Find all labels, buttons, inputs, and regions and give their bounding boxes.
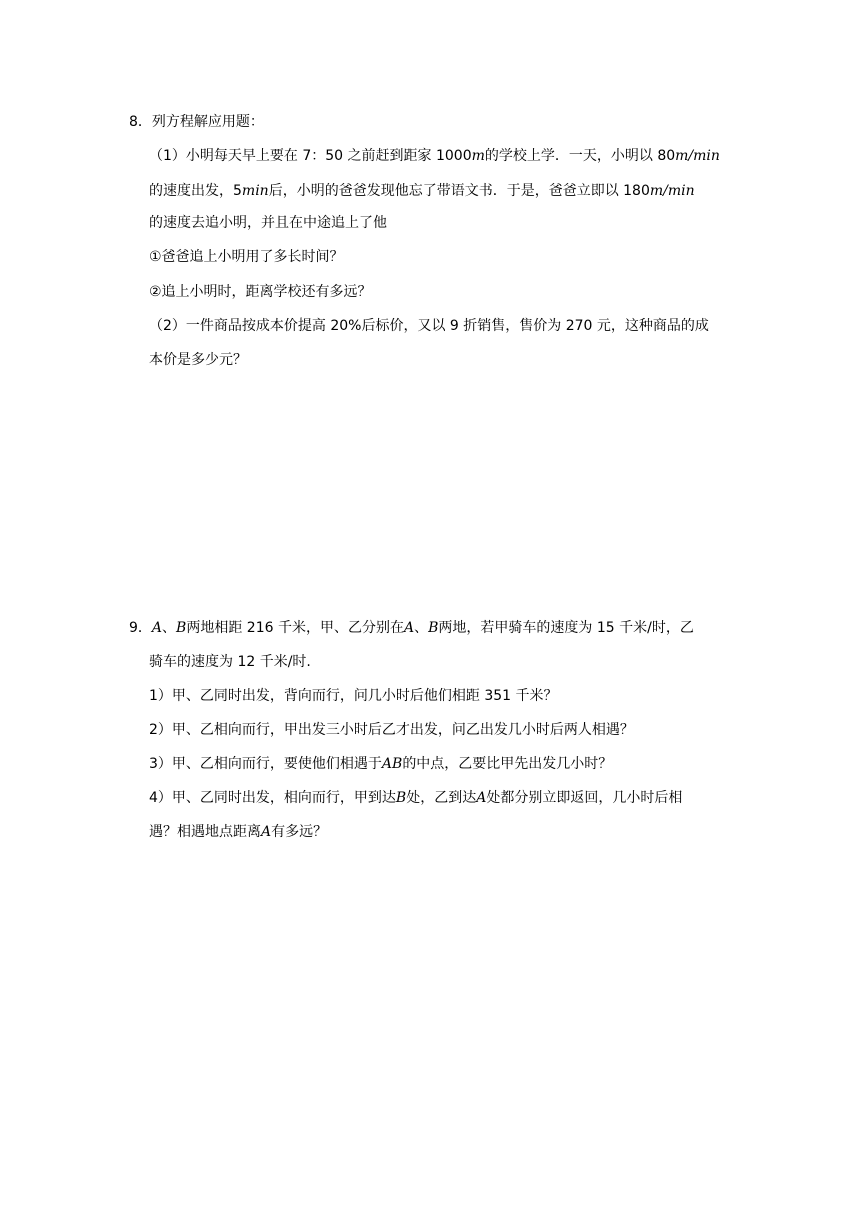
sub-question-text: ②追上小明时，距离学校还有多远？: [149, 284, 372, 300]
variable-B: B: [428, 620, 439, 636]
text-segment: 本价是多少元？: [149, 352, 247, 368]
question-8-part1-line3: [149, 213, 387, 233]
question-8-part1-line2: [149, 181, 695, 201]
variable-A: A: [261, 824, 272, 840]
question-8-sub1: [149, 247, 344, 267]
text-segment: 两地，若甲骑车的速度为 15 千米/时，乙: [438, 620, 694, 636]
text-segment: （1）小明每天早上要在 7：50 之前赶到距家 1000: [149, 148, 472, 164]
question-9-line2: [149, 652, 311, 672]
variable-A: A: [476, 790, 487, 806]
variable-B: B: [176, 620, 187, 636]
text-segment: 的学校上学．一天，小明以 80: [484, 148, 676, 164]
text-segment: 的速度出发，5: [149, 183, 242, 199]
sub-question-text: 2）甲、乙相向而行，甲出发三小时后乙才出发，问乙出发几小时后两人相遇？: [149, 722, 634, 738]
text-segment: 的中点，乙要比甲先出发几小时？: [402, 756, 613, 772]
text-segment: 后，小明的爸爸发现他忘了带语文书．于是，爸爸立即以 180: [268, 183, 650, 199]
unit-m: m: [471, 148, 485, 164]
question-8-header-text: 8．列方程解应用题：: [129, 114, 264, 130]
text-segment: 处，乙到达: [406, 790, 477, 806]
variable-AB: AB: [381, 756, 403, 772]
text-segment: （2）一件商品按成本价提高 20%后标价，又以 9 折销售，售价为 270 元，这种商品的成: [149, 318, 709, 334]
text-segment: 骑车的速度为 12 千米/时.: [149, 654, 311, 670]
question-8-sub2: [149, 282, 372, 302]
separator: 、: [414, 620, 429, 636]
question-9-sub4-line1: [149, 788, 682, 808]
text-segment: 的速度去追小明，并且在中途追上了他: [149, 215, 387, 231]
question-9-sub4-line2: [149, 822, 327, 842]
unit-m-per-min: m/min: [649, 183, 695, 199]
question-9-line1: [129, 618, 694, 638]
question-8-part1-line1: [149, 146, 720, 166]
text-segment: 两地相距 216 千米，甲、乙分别在: [186, 620, 404, 636]
sub-question-text: ①爸爸追上小明用了多长时间？: [149, 249, 344, 265]
question-9-sub3: [149, 754, 612, 774]
unit-m-per-min: m/min: [675, 148, 720, 164]
question-8-part2-line2: [149, 350, 247, 370]
question-8-header: [129, 112, 264, 132]
question-8-part2-line1: [149, 316, 709, 336]
question-9-sub2: [149, 720, 634, 740]
text-segment: 3）甲、乙相向而行，要使他们相遇于: [149, 756, 382, 772]
variable-B: B: [395, 790, 407, 806]
text-segment: 有多远？: [271, 824, 328, 840]
sub-question-text: 1）甲、乙同时出发，背向而行，问几小时后他们相距 351 千米？: [149, 688, 558, 704]
separator: 、: [162, 620, 177, 636]
variable-A: A: [151, 620, 163, 636]
text-segment: 遇？相遇地点距离: [149, 824, 261, 840]
question-9-sub1: [149, 686, 558, 706]
unit-min: min: [241, 183, 269, 199]
question-number: 9．: [129, 620, 152, 636]
text-segment: 处都分别立即返回，几小时后相: [486, 790, 683, 806]
text-segment: 4）甲、乙同时出发，相向而行，甲到达: [149, 790, 396, 806]
variable-A: A: [403, 620, 415, 636]
